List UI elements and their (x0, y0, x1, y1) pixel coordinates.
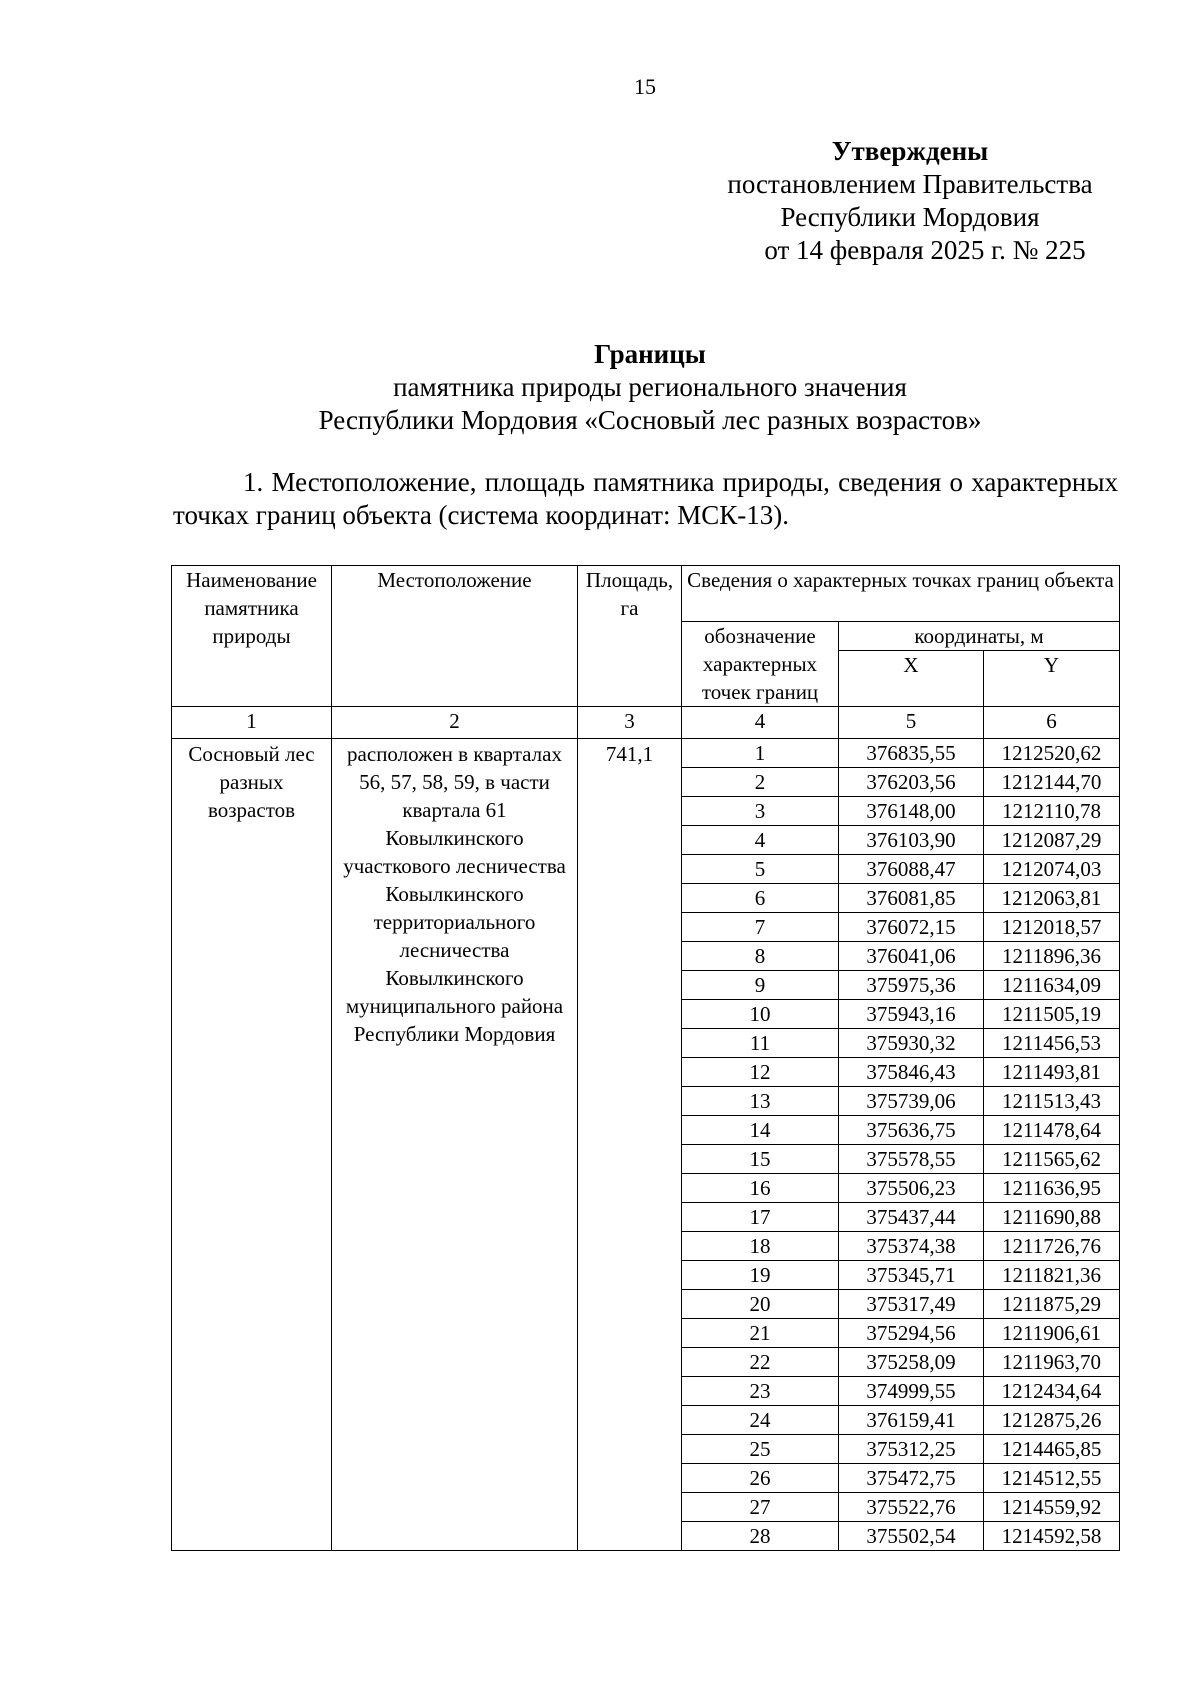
point-number: 21 (682, 1319, 839, 1348)
point-y: 1211690,88 (984, 1203, 1120, 1232)
point-y: 1214512,55 (984, 1464, 1120, 1493)
point-y: 1212018,57 (984, 913, 1120, 942)
page-number: 15 (634, 74, 656, 99)
point-x: 375943,16 (839, 1000, 984, 1029)
point-x: 375312,25 (839, 1435, 984, 1464)
table-row (172, 739, 1120, 768)
point-x: 375502,54 (839, 1522, 984, 1551)
point-y: 1212063,81 (984, 884, 1120, 913)
approval-date: от 14 февраля 2025 г. № 225 (764, 235, 1086, 265)
point-number: 28 (682, 1522, 839, 1551)
point-y: 1212110,78 (984, 797, 1120, 826)
column-number: 4 (682, 707, 839, 739)
point-x: 375930,32 (839, 1029, 984, 1058)
area-cell: 741,1 (578, 739, 682, 1551)
intro-paragraph: 1. Местоположение, площадь памятника природы, сведения о характерных точках границ объекта (система координат: МСК-13). (173, 467, 1118, 530)
approval-line-2: Республики Мордовия (780, 202, 1040, 232)
approval-block (700, 135, 1120, 267)
point-number: 24 (682, 1406, 839, 1435)
approval-line-1: постановлением Правительства (727, 169, 1093, 199)
point-x: 375522,76 (839, 1493, 984, 1522)
point-x: 375437,44 (839, 1203, 984, 1232)
point-number: 19 (682, 1261, 839, 1290)
point-x: 375258,09 (839, 1348, 984, 1377)
point-x: 375317,49 (839, 1290, 984, 1319)
point-number: 26 (682, 1464, 839, 1493)
header-location: Местоположение (332, 566, 578, 707)
point-number: 18 (682, 1232, 839, 1261)
point-y: 1211821,36 (984, 1261, 1120, 1290)
point-y: 1211634,09 (984, 971, 1120, 1000)
point-number: 12 (682, 1058, 839, 1087)
point-number: 8 (682, 942, 839, 971)
point-y: 1211636,95 (984, 1174, 1120, 1203)
header-point-designation: обозначение характерных точек границ (682, 622, 839, 707)
header-points-info: Сведения о характерных точках границ объекта (682, 566, 1120, 622)
header-x: X (839, 651, 984, 707)
point-y: 1212144,70 (984, 768, 1120, 797)
point-y: 1212520,62 (984, 739, 1120, 768)
point-y: 1214559,92 (984, 1493, 1120, 1522)
point-y: 1211565,62 (984, 1145, 1120, 1174)
point-y: 1211906,61 (984, 1319, 1120, 1348)
heading-title: Границы (594, 339, 706, 369)
point-y: 1214465,85 (984, 1435, 1120, 1464)
point-y: 1214592,58 (984, 1522, 1120, 1551)
point-x: 375636,75 (839, 1116, 984, 1145)
point-number: 11 (682, 1029, 839, 1058)
point-number: 5 (682, 855, 839, 884)
document-heading (200, 338, 1100, 437)
point-y: 1211505,19 (984, 1000, 1120, 1029)
point-x: 376103,90 (839, 826, 984, 855)
point-x: 375506,23 (839, 1174, 984, 1203)
point-number: 15 (682, 1145, 839, 1174)
point-number: 22 (682, 1348, 839, 1377)
point-y: 1211963,70 (984, 1348, 1120, 1377)
point-x: 375294,56 (839, 1319, 984, 1348)
approval-title: Утверждены (831, 136, 989, 166)
point-y: 1212875,26 (984, 1406, 1120, 1435)
point-number: 14 (682, 1116, 839, 1145)
point-number: 13 (682, 1087, 839, 1116)
point-number: 3 (682, 797, 839, 826)
point-number: 1 (682, 739, 839, 768)
point-number: 2 (682, 768, 839, 797)
point-y: 1211478,64 (984, 1116, 1120, 1145)
point-y: 1212434,64 (984, 1377, 1120, 1406)
point-x: 374999,55 (839, 1377, 984, 1406)
header-name: Наименование памятника природы (172, 566, 332, 707)
point-y: 1211456,53 (984, 1029, 1120, 1058)
point-number: 7 (682, 913, 839, 942)
location-cell: расположен в кварталах 56, 57, 58, 59, в части квартала 61 Ковылкинского участкового лесничества Ковылкинского территориального лесничества Ковылкинского муниципального района Республики Мордовия (332, 739, 578, 1551)
point-number: 17 (682, 1203, 839, 1232)
point-x: 376041,06 (839, 942, 984, 971)
point-y: 1211726,76 (984, 1232, 1120, 1261)
point-x: 376081,85 (839, 884, 984, 913)
point-number: 20 (682, 1290, 839, 1319)
point-y: 1211493,81 (984, 1058, 1120, 1087)
point-number: 16 (682, 1174, 839, 1203)
point-y: 1211896,36 (984, 942, 1120, 971)
point-x: 375345,71 (839, 1261, 984, 1290)
column-number: 3 (578, 707, 682, 739)
header-coordinates: координаты, м (839, 622, 1120, 651)
column-number: 1 (172, 707, 332, 739)
column-number: 6 (984, 707, 1120, 739)
point-x: 376159,41 (839, 1406, 984, 1435)
point-y: 1211875,29 (984, 1290, 1120, 1319)
column-numbers-row (172, 707, 1120, 739)
point-number: 9 (682, 971, 839, 1000)
point-y: 1212087,29 (984, 826, 1120, 855)
point-x: 376072,15 (839, 913, 984, 942)
point-x: 375578,55 (839, 1145, 984, 1174)
point-x: 375975,36 (839, 971, 984, 1000)
point-number: 23 (682, 1377, 839, 1406)
point-number: 25 (682, 1435, 839, 1464)
column-number: 2 (332, 707, 578, 739)
point-x: 375739,06 (839, 1087, 984, 1116)
point-x: 376835,55 (839, 739, 984, 768)
point-x: 376148,00 (839, 797, 984, 826)
point-x: 375374,38 (839, 1232, 984, 1261)
point-number: 27 (682, 1493, 839, 1522)
heading-line-2: Республики Мордовия «Сосновый лес разных возрастов» (318, 405, 982, 435)
column-number: 5 (839, 707, 984, 739)
header-y: Y (984, 651, 1120, 707)
point-x: 375846,43 (839, 1058, 984, 1087)
name-cell: Сосновый лес разных возрастов (172, 739, 332, 1551)
point-y: 1212074,03 (984, 855, 1120, 884)
heading-line-1: памятника природы регионального значения (393, 372, 907, 402)
point-number: 4 (682, 826, 839, 855)
point-x: 376203,56 (839, 768, 984, 797)
point-y: 1211513,43 (984, 1087, 1120, 1116)
header-area: Площадь, га (578, 566, 682, 707)
point-x: 375472,75 (839, 1464, 984, 1493)
boundary-points-table (171, 565, 1120, 1551)
point-number: 10 (682, 1000, 839, 1029)
point-number: 6 (682, 884, 839, 913)
point-x: 376088,47 (839, 855, 984, 884)
